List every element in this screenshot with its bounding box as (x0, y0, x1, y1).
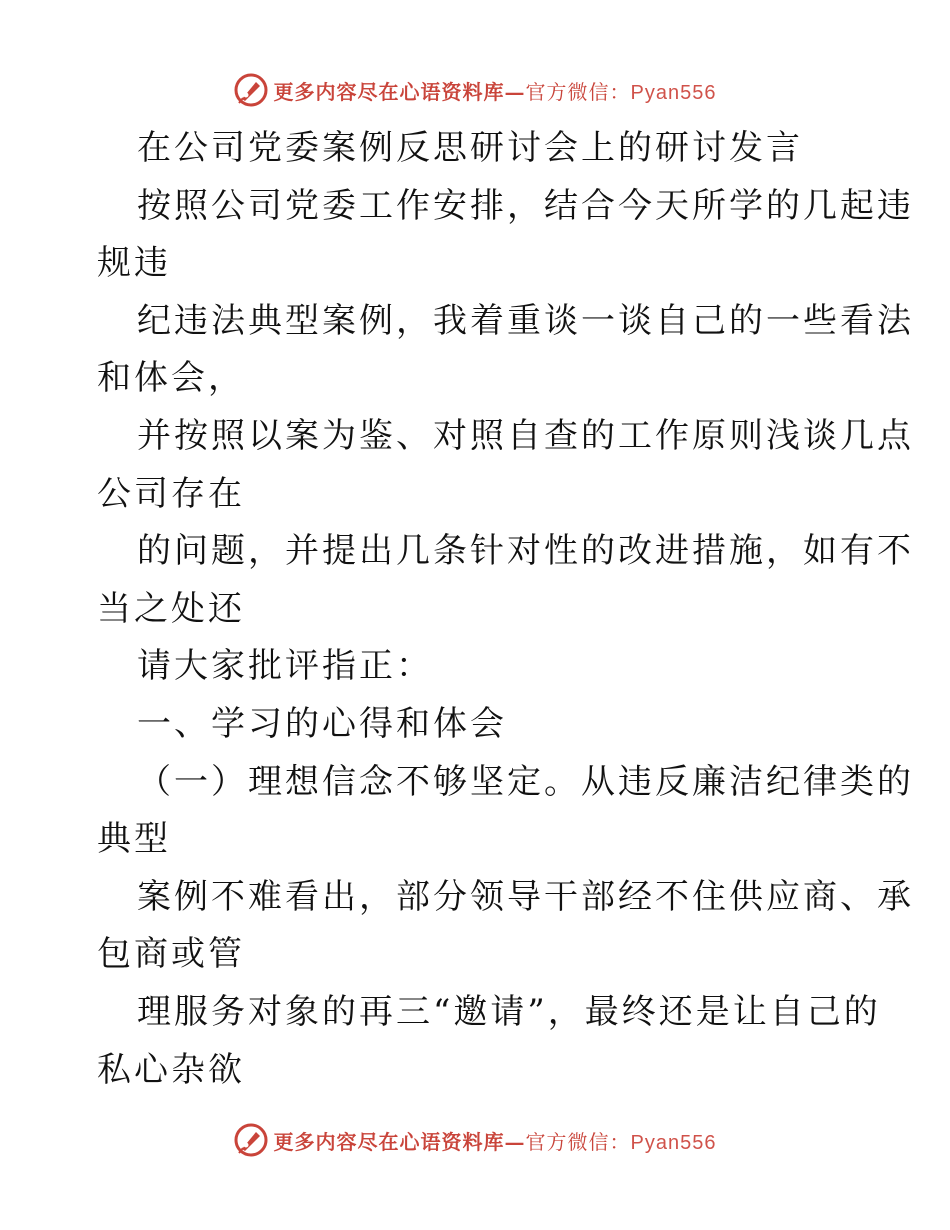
paragraph-line: 按照公司党委工作安排，结合今天所学的几起违 (137, 185, 914, 226)
paragraph-line: 的问题，并提出几条针对性的改进措施，如有不 (137, 531, 914, 572)
section-heading: 一、学习的心得和体会 (137, 703, 507, 744)
paragraph-line: 私心杂欲 (97, 1049, 245, 1090)
paragraph-line: 理服务对象的再三“邀请”，最终还是让自己的 (137, 991, 881, 1032)
paragraph-line: 纪违法典型案例，我着重谈一谈自己的一些看法 (137, 300, 914, 341)
paragraph-line: 包商或管 (97, 934, 245, 975)
paragraph-line: 典型 (97, 819, 171, 860)
footer-watermark (0, 1120, 950, 1160)
pen-logo-icon (234, 73, 268, 107)
paragraph-line: 和体会， (97, 358, 245, 399)
paragraph-line: 规违 (97, 243, 171, 284)
paragraph-line: 公司存在 (97, 473, 245, 514)
pen-logo-icon (234, 1123, 268, 1157)
paragraph-line: 并按照以案为鉴、对照自查的工作原则浅谈几点 (137, 415, 914, 456)
header-watermark (0, 70, 950, 110)
doc-title: 在公司党委案例反思研讨会上的研讨发言 (137, 128, 803, 168)
document-body (97, 120, 914, 1099)
paragraph-line: （一）理想信念不够坚定。从违反廉洁纪律类的 (137, 761, 914, 802)
watermark-text: 更多内容尽在心语资料库—官方微信：Pyan556 (273, 1129, 717, 1154)
paragraph-line: 请大家批评指正： (137, 646, 433, 687)
watermark-text: 更多内容尽在心语资料库—官方微信：Pyan556 (273, 79, 717, 104)
paragraph-line: 当之处还 (97, 588, 245, 629)
paragraph-line: 案例不难看出，部分领导干部经不住供应商、承 (137, 876, 914, 917)
